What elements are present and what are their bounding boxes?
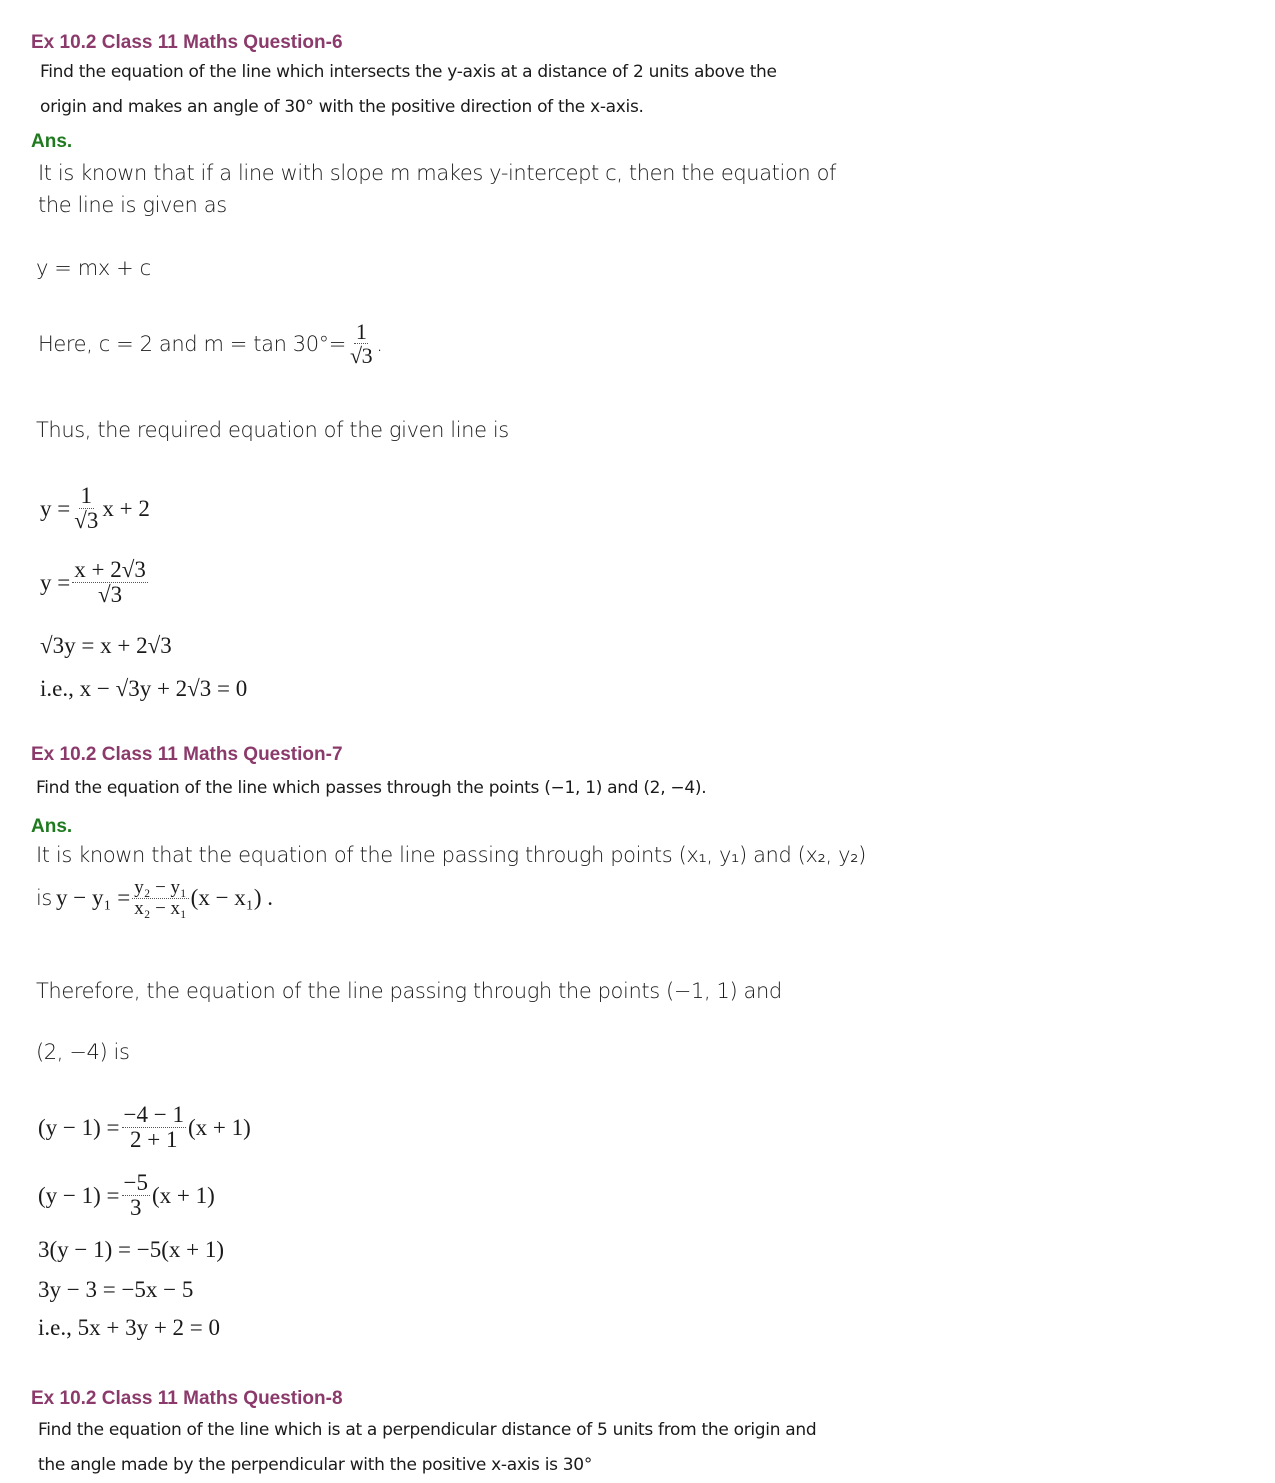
question-7-heading: Ex 10.2 Class 11 Maths Question-7: [31, 744, 343, 765]
fraction-numerator: −5: [123, 1170, 148, 1195]
fraction-denominator: x₂ − x₁: [134, 897, 187, 919]
step-fraction: [122, 1171, 150, 1220]
thus-statement: Thus, the required equation of the given line is: [36, 418, 509, 442]
answer-label: Ans.: [31, 816, 73, 837]
question-6-heading: Ex 10.2 Class 11 Maths Question-6: [31, 32, 343, 53]
question-8-text-line-2: the angle made by the perpendicular with the positive x-axis is 30°: [38, 1455, 593, 1475]
fraction-denominator: √3: [349, 343, 373, 369]
step-fraction: [72, 558, 148, 607]
fraction-numerator: 1: [80, 483, 93, 508]
fraction-numerator: −4 − 1: [123, 1102, 184, 1127]
answer-text-line-1: It is known that if a line with slope m makes y-intercept c, then the equation of: [38, 161, 837, 185]
answer-text-line-1: It is known that the equation of the line passing through points (x₁, y₁) and (x₂, y₂): [36, 843, 866, 867]
q6-step-1: [40, 484, 150, 533]
q7-step-1: [38, 1103, 251, 1152]
step-lhs: (y − 1) =: [38, 1114, 120, 1140]
fraction-denominator: √3: [74, 508, 99, 534]
question-8-text-line-1: Find the equation of the line which is at a perpendicular distance of 5 units from the origin and: [38, 1420, 817, 1440]
slope-fraction: [132, 878, 188, 919]
formula-lhs: y − y₁ =: [55, 885, 131, 911]
q7-step-2: [38, 1171, 215, 1220]
step-lhs: y =: [40, 569, 71, 595]
answer-label: Ans.: [31, 131, 73, 152]
step-lhs: y =: [40, 495, 71, 521]
q6-step-3: √3y = x + 2√3: [40, 633, 172, 658]
fraction-numerator: x + 2√3: [74, 557, 146, 582]
here-text: Here, c = 2 and m = tan 30°=: [38, 331, 346, 356]
formula-rhs: (x − x₁) .: [190, 885, 273, 911]
fraction-denominator: √3: [97, 582, 123, 608]
question-7-text: Find the equation of the line which passes through the points (−1, 1) and (2, −4).: [36, 778, 707, 798]
tan30-fraction: [348, 320, 374, 367]
fraction-denominator: 3: [130, 1195, 142, 1221]
step-rhs: (x + 1): [152, 1182, 215, 1208]
step-lhs: (y − 1) =: [38, 1182, 120, 1208]
step-rhs: x + 2: [102, 495, 150, 521]
step-fraction: [72, 484, 100, 533]
two-point-formula: [36, 878, 273, 919]
step-fraction: [122, 1103, 186, 1152]
answer-text-line-2: the line is given as: [38, 193, 227, 217]
q6-step-4: i.e., x − √3y + 2√3 = 0: [40, 676, 248, 701]
step-rhs: (x + 1): [187, 1114, 251, 1140]
question-6-text-line-1: Find the equation of the line which intersects the y-axis at a distance of 2 units above the: [40, 62, 777, 82]
fraction-numerator: y₂ − y₁: [134, 877, 187, 898]
question-8-heading: Ex 10.2 Class 11 Maths Question-8: [31, 1388, 343, 1409]
q7-step-3: 3(y − 1) = −5(x + 1): [38, 1237, 225, 1262]
question-6-text-line-2: origin and makes an angle of 30° with the positive direction of the x-axis.: [40, 97, 644, 117]
q7-step-4: 3y − 3 = −5x − 5: [38, 1277, 194, 1302]
fraction-numerator: 1: [355, 319, 367, 344]
q7-step-5: i.e., 5x + 3y + 2 = 0: [38, 1315, 221, 1340]
q6-step-2: [40, 558, 150, 607]
therefore-line-2: (2, −4) is: [36, 1040, 130, 1064]
here-statement: [38, 320, 383, 367]
fraction-denominator: 2 + 1: [130, 1127, 178, 1153]
therefore-line-1: Therefore, the equation of the line passing through the points (−1, 1) and: [36, 979, 782, 1003]
slope-intercept-formula: y = mx + c: [36, 256, 151, 280]
is-text: is: [36, 886, 52, 911]
here-end: .: [376, 331, 383, 356]
